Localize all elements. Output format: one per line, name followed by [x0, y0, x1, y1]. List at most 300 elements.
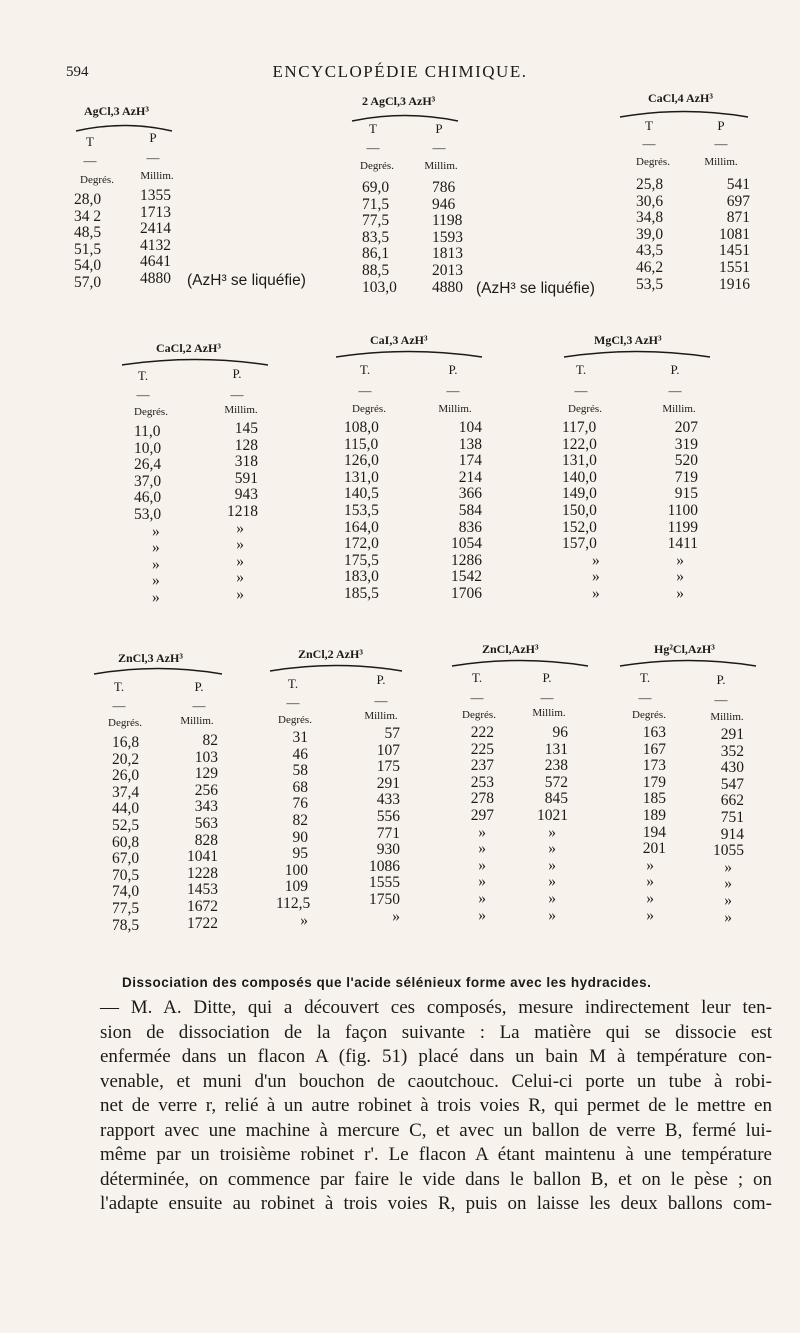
column-header-p: P.: [542, 670, 552, 685]
p-value: 1286: [451, 551, 482, 569]
p-value: 1453: [187, 881, 218, 899]
p-value: 1100: [667, 501, 698, 519]
formula-label: 2 AgCl,3 AzH³: [362, 94, 436, 108]
p-value: 366: [458, 485, 482, 503]
column-header-t: T.: [359, 362, 371, 377]
t-value: 57,0: [74, 273, 102, 291]
p-column: [140, 188, 171, 288]
p-value: 175: [376, 758, 400, 776]
t-value: 131,0: [344, 468, 379, 486]
formula-label: CaCl,2 AzH³: [156, 341, 221, 355]
p-value: 662: [720, 792, 744, 810]
unit-label: Millim.: [710, 711, 744, 723]
p-value: 96: [552, 724, 568, 741]
column-header-p: P: [149, 130, 157, 145]
t-value: 10,0: [134, 439, 162, 457]
p-value: 1055: [713, 842, 744, 860]
column-header-p: P.: [670, 362, 680, 377]
p-value: »: [548, 840, 556, 858]
p-value: »: [236, 552, 244, 570]
t-value: 112,5: [276, 894, 311, 912]
p-column: [432, 180, 463, 296]
column-header-p: P.: [716, 672, 726, 687]
t-value: »: [478, 823, 486, 841]
t-column: [276, 729, 311, 929]
p-value: 1054: [451, 535, 482, 553]
t-value: 131,0: [562, 452, 597, 470]
t-value: 95: [292, 845, 308, 863]
p-value: 1672: [187, 897, 218, 915]
p-value: 104: [458, 419, 482, 436]
p-value: 786: [432, 179, 456, 196]
p-column: [212, 421, 258, 604]
p-value: 4880: [140, 269, 171, 287]
p-value: 138: [458, 435, 482, 453]
p-value: 1555: [369, 874, 400, 892]
t-value: 46: [292, 745, 308, 763]
t-value: 103,0: [362, 278, 397, 296]
p-value: 2414: [140, 220, 171, 238]
p-value: 256: [194, 781, 218, 799]
t-value: 222: [470, 724, 494, 741]
t-column: [562, 420, 600, 603]
t-value: 108,0: [344, 419, 379, 436]
t-value: 225: [470, 740, 494, 758]
p-value: 207: [674, 419, 698, 436]
p-value: 914: [720, 825, 744, 843]
t-value: 173: [642, 757, 666, 775]
column-rule: —: [668, 383, 682, 398]
unit-label: Degrés.: [568, 403, 602, 415]
t-value: »: [478, 873, 486, 891]
t-value: 77,5: [112, 899, 140, 917]
text-line: enfermée dans un flacon A (fig. 51) placé dans un bain M à température con-: [100, 1046, 772, 1067]
column-header-p: P.: [376, 672, 386, 687]
column-header-t: T.: [639, 670, 651, 685]
p-value: 563: [194, 814, 218, 832]
column-rule: —: [286, 695, 300, 710]
column-rule: —: [358, 383, 372, 398]
formula-label: ZnCl,AzH³: [482, 642, 539, 656]
t-value: 149,0: [562, 485, 597, 503]
column-header-t: T.: [113, 679, 125, 694]
unit-label: Degrés.: [636, 156, 670, 168]
t-column: [626, 725, 666, 924]
p-value: 556: [376, 807, 400, 825]
t-value: 51,5: [74, 240, 102, 258]
brace-decoration: [92, 661, 224, 677]
t-value: »: [478, 889, 486, 907]
t-value: 68: [292, 778, 308, 796]
column-header-t: T.: [471, 670, 483, 685]
text-line: déterminée, on commence par faire le vide dans le ballon B, et on le pèse ; on: [100, 1168, 772, 1190]
t-value: »: [152, 522, 160, 540]
column-header-t: T.: [137, 368, 149, 383]
t-value: 77,5: [362, 212, 390, 230]
p-value: 1198: [432, 212, 463, 230]
t-value: 11,0: [134, 423, 161, 440]
p-value: 319: [674, 435, 698, 453]
column-rule: —: [714, 692, 728, 707]
t-value: 194: [642, 823, 666, 841]
unit-label: Millim.: [140, 170, 174, 182]
p-value: 1411: [667, 535, 698, 553]
column-rule: —: [714, 136, 728, 151]
t-value: 48,5: [74, 224, 102, 242]
p-value: »: [724, 875, 732, 893]
t-value: »: [646, 906, 654, 924]
t-value: 46,0: [134, 489, 162, 507]
brace-decoration: [562, 344, 712, 360]
column-header-t: T.: [575, 362, 587, 377]
t-value: »: [646, 856, 654, 874]
unit-label: Millim.: [424, 160, 458, 172]
p-value: 541: [726, 176, 750, 193]
column-rule: —: [638, 690, 652, 705]
t-value: 140,0: [562, 468, 597, 486]
t-value: »: [592, 584, 600, 602]
t-value: 76: [292, 795, 308, 813]
p-value: 433: [376, 791, 400, 809]
column-header-p: P.: [194, 679, 204, 694]
column-header-t: T.: [287, 676, 299, 691]
t-value: 31: [292, 729, 308, 746]
unit-label: Degrés.: [108, 717, 142, 729]
formula-label: Hg²Cl,AzH³: [654, 642, 715, 656]
t-value: 122,0: [562, 435, 597, 453]
liquefaction-note: (AzH³ se liquéfie): [187, 272, 306, 289]
t-value: 189: [642, 806, 666, 824]
p-value: 719: [674, 468, 698, 486]
t-value: 67,0: [112, 850, 140, 868]
t-value: 185: [642, 790, 666, 808]
brace-decoration: [450, 653, 590, 669]
t-value: 83,5: [362, 228, 390, 246]
p-value: 145: [234, 420, 258, 437]
t-value: 60,8: [112, 833, 140, 851]
unit-label: Degrés.: [134, 406, 168, 418]
p-value: 1199: [667, 518, 698, 536]
t-value: 150,0: [562, 501, 597, 519]
p-value: »: [548, 889, 556, 907]
t-value: 54,0: [74, 257, 102, 275]
body-paragraph: [100, 996, 772, 1217]
p-value: 547: [720, 775, 744, 793]
column-rule: —: [374, 693, 388, 708]
formula-label: CaI,3 AzH³: [370, 333, 428, 347]
p-value: 1041: [187, 848, 218, 866]
p-value: 943: [234, 486, 258, 504]
t-value: 86,1: [362, 245, 390, 263]
p-value: 1451: [719, 242, 750, 260]
p-column: [652, 420, 698, 603]
t-value: 78,5: [112, 916, 140, 934]
t-value: »: [646, 873, 654, 891]
column-rule: —: [230, 387, 244, 402]
p-value: 1021: [537, 806, 568, 824]
p-value: »: [724, 858, 732, 876]
p-value: 238: [544, 757, 568, 775]
brace-decoration: [334, 344, 484, 360]
p-value: 1086: [369, 857, 400, 875]
p-value: »: [724, 908, 732, 926]
t-value: 34 2: [74, 207, 102, 225]
t-value: 153,5: [344, 501, 379, 519]
column-rule: —: [366, 140, 380, 155]
p-value: »: [236, 536, 244, 554]
t-value: 179: [642, 773, 666, 791]
p-value: 1355: [140, 187, 171, 204]
text-line: même par un troisième robinet r'. Le flacon A étant maintenu à une température: [100, 1144, 772, 1165]
p-value: 1750: [369, 890, 400, 908]
p-value: 1593: [432, 228, 463, 246]
p-column: [170, 733, 218, 932]
t-value: »: [300, 911, 308, 929]
t-value: 30,6: [636, 192, 664, 210]
p-value: 520: [674, 452, 698, 470]
p-value: »: [236, 519, 244, 537]
t-value: 16,8: [112, 734, 140, 751]
t-value: 44,0: [112, 800, 140, 818]
t-value: 34,8: [636, 209, 664, 227]
p-value: 318: [234, 453, 258, 471]
column-rule: —: [83, 153, 97, 168]
column-rule: —: [446, 383, 460, 398]
column-rule: —: [470, 690, 484, 705]
running-title: ENCYCLOPÉDIE CHIMIQUE.: [272, 62, 528, 81]
t-value: 172,0: [344, 535, 379, 553]
p-value: »: [724, 891, 732, 909]
t-value: 185,5: [344, 584, 379, 602]
t-column: [112, 735, 139, 934]
formula-label: CaCl,4 AzH³: [648, 91, 713, 105]
text-line: net de verre r, relié à un autre robinet à trois voies R, qui permet de le mettre en: [100, 1095, 772, 1116]
unit-label: Millim.: [662, 403, 696, 415]
t-value: 201: [642, 840, 666, 858]
t-value: 152,0: [562, 518, 597, 536]
page-number: 594: [66, 64, 89, 80]
formula-label: ZnCl,3 AzH³: [118, 651, 183, 665]
section-heading: Dissociation des composés que l'acide sélénieux forme avec les hydracides.: [122, 975, 652, 990]
p-value: 1551: [719, 258, 750, 276]
p-value: 836: [458, 518, 482, 536]
t-value: »: [152, 572, 160, 590]
t-column: [362, 180, 397, 296]
p-value: »: [676, 551, 684, 569]
formula-label: MgCl,3 AzH³: [594, 333, 662, 347]
column-header-t: T: [86, 134, 94, 149]
t-value: 52,5: [112, 816, 140, 834]
p-value: 4880: [432, 278, 463, 296]
p-value: »: [548, 906, 556, 924]
t-column: [74, 192, 101, 292]
t-value: 117,0: [562, 419, 597, 436]
t-value: 278: [470, 790, 494, 808]
column-rule: —: [146, 150, 160, 165]
column-header-p: P.: [448, 362, 458, 377]
p-column: [434, 420, 482, 603]
t-value: 100: [284, 861, 308, 879]
t-value: 53,0: [134, 505, 162, 523]
t-value: 164,0: [344, 518, 379, 536]
column-header-p: P: [435, 121, 443, 136]
t-value: 167: [642, 740, 666, 758]
unit-label: Degrés.: [462, 709, 496, 721]
p-value: 343: [194, 798, 218, 816]
p-value: 174: [458, 452, 482, 470]
t-value: 88,5: [362, 261, 390, 279]
t-value: 175,5: [344, 551, 379, 569]
t-value: 37,4: [112, 783, 140, 801]
t-value: »: [478, 906, 486, 924]
p-value: »: [236, 569, 244, 587]
t-value: 140,5: [344, 485, 379, 503]
p-value: 1081: [719, 225, 750, 243]
p-value: »: [548, 856, 556, 874]
p-value: 1706: [451, 584, 482, 602]
p-value: 1228: [187, 864, 218, 882]
unit-label: Millim.: [364, 710, 398, 722]
t-value: 53,5: [636, 275, 664, 293]
p-value: 352: [720, 742, 744, 760]
t-value: 71,5: [362, 195, 390, 213]
p-value: 572: [544, 773, 568, 791]
p-column: [356, 726, 400, 925]
t-value: 237: [470, 757, 494, 775]
p-value: 103: [194, 748, 218, 766]
column-rule: —: [574, 383, 588, 398]
p-value: 4132: [140, 236, 171, 254]
unit-label: Degrés.: [632, 709, 666, 721]
p-value: 871: [726, 209, 750, 227]
p-value: 1916: [719, 275, 750, 293]
t-value: »: [478, 856, 486, 874]
t-value: »: [152, 539, 160, 557]
t-value: 74,0: [112, 883, 140, 901]
column-header-p: P.: [232, 366, 242, 381]
t-value: 43,5: [636, 242, 664, 260]
p-column: [700, 177, 750, 293]
p-value: »: [548, 873, 556, 891]
p-value: 57: [384, 725, 400, 742]
p-value: 1722: [187, 914, 218, 932]
t-value: »: [592, 568, 600, 586]
p-value: 828: [194, 831, 218, 849]
t-value: 58: [292, 762, 308, 780]
text-line: — M. A. Ditte, qui a découvert ces composés, mesure indirectement leur ten-: [100, 997, 772, 1018]
unit-label: Millim.: [532, 707, 566, 719]
unit-label: Millim.: [180, 715, 214, 727]
p-value: 1713: [140, 203, 171, 221]
text-line: sion de dissociation de la façon suivante : La matière qui se dissocie est: [100, 1021, 772, 1043]
t-value: »: [152, 555, 160, 573]
p-value: 214: [458, 468, 482, 486]
t-value: 70,5: [112, 866, 140, 884]
p-column: [698, 727, 744, 926]
formula-label: ZnCl,2 AzH³: [298, 647, 363, 661]
t-value: 28,0: [74, 191, 102, 208]
p-value: 107: [376, 741, 400, 759]
text-line: rapport avec une machine à mercure C, et avec un ballon de verre B, fermé lui-: [100, 1119, 772, 1141]
unit-label: Degrés.: [352, 403, 386, 415]
column-header-p: P: [717, 118, 725, 133]
t-value: 69,0: [362, 179, 390, 196]
p-value: 751: [720, 808, 744, 826]
t-value: »: [152, 588, 160, 606]
p-value: »: [548, 823, 556, 841]
t-value: 26,4: [134, 456, 162, 474]
p-value: 129: [194, 765, 218, 783]
p-value: »: [676, 568, 684, 586]
p-value: 2013: [432, 261, 463, 279]
column-header-t: T: [645, 118, 653, 133]
column-rule: —: [192, 698, 206, 713]
p-value: 430: [720, 759, 744, 777]
p-value: 82: [202, 732, 218, 749]
p-value: 697: [726, 192, 750, 210]
p-value: 1218: [227, 502, 258, 520]
t-column: [134, 424, 161, 607]
p-value: 930: [376, 841, 400, 859]
unit-label: Degrés.: [360, 160, 394, 172]
t-column: [458, 725, 494, 924]
column-header-t: T: [369, 121, 377, 136]
t-value: 297: [470, 806, 494, 824]
t-value: »: [646, 889, 654, 907]
p-value: 915: [674, 485, 698, 503]
p-value: 131: [544, 740, 568, 758]
brace-decoration: [618, 653, 758, 669]
p-column: [524, 725, 568, 924]
t-value: 163: [642, 724, 666, 741]
p-value: 1813: [432, 245, 463, 263]
t-value: 253: [470, 773, 494, 791]
p-value: 946: [432, 195, 456, 213]
page-header: [0, 62, 800, 86]
p-value: 771: [376, 824, 400, 842]
p-value: 845: [544, 790, 568, 808]
t-value: »: [478, 840, 486, 858]
p-value: 584: [458, 501, 482, 519]
t-value: 90: [292, 828, 308, 846]
text-line: l'adapte ensuite au robinet à trois voies R, puis on laisse les deux ballons com-: [100, 1193, 772, 1214]
t-column: [636, 177, 663, 293]
t-value: 39,0: [636, 225, 664, 243]
t-value: 183,0: [344, 568, 379, 586]
unit-label: Millim.: [438, 403, 472, 415]
p-value: 1542: [451, 568, 482, 586]
p-value: 591: [234, 469, 258, 487]
p-value: 128: [234, 436, 258, 454]
p-value: »: [392, 907, 400, 925]
t-value: 126,0: [344, 452, 379, 470]
unit-label: Millim.: [224, 404, 258, 416]
unit-label: Degrés.: [278, 714, 312, 726]
column-rule: —: [432, 140, 446, 155]
column-rule: —: [136, 387, 150, 402]
p-value: 4641: [140, 253, 171, 271]
t-value: 115,0: [344, 435, 379, 453]
p-value: 291: [720, 726, 744, 743]
unit-label: Millim.: [704, 156, 738, 168]
p-value: 291: [376, 774, 400, 792]
column-rule: —: [642, 136, 656, 151]
liquefaction-note: (AzH³ se liquéfie): [476, 280, 595, 297]
t-value: »: [592, 551, 600, 569]
t-value: 82: [292, 811, 308, 829]
t-value: 20,2: [112, 750, 140, 768]
t-value: 25,8: [636, 176, 664, 193]
